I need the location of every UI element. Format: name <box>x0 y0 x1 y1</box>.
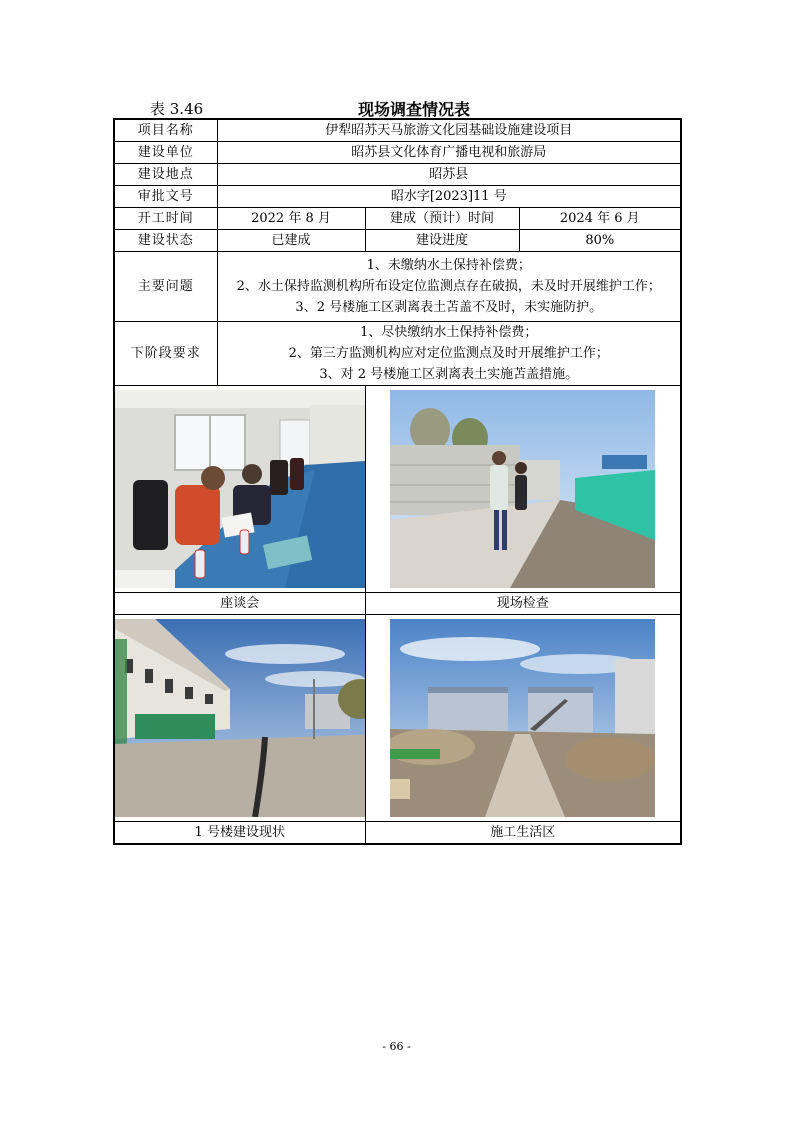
table-row <box>114 615 681 822</box>
table-row <box>114 822 681 845</box>
requirements-label: 下阶段要求 <box>114 322 217 386</box>
photo-cell <box>114 386 365 593</box>
completion-value: 2024 年 6 月 <box>519 208 681 230</box>
table-row <box>114 252 681 322</box>
meeting-photo <box>115 390 365 588</box>
table-row <box>114 186 681 208</box>
status-label: 建设状态 <box>114 230 217 252</box>
requirements-list <box>217 322 681 386</box>
completion-label: 建成（预计）时间 <box>365 208 519 230</box>
issue-item: 2、水土保持监测机构所布设定位监测点存在破损，未及时开展维护工作； <box>236 279 661 294</box>
issue-item: 1、未缴纳水土保持补偿费； <box>366 258 531 273</box>
approval-value: 昭水字[2023]11 号 <box>217 186 681 208</box>
photo-cell <box>114 615 365 822</box>
table-row <box>114 386 681 593</box>
project-name-value: 伊犁昭苏天马旅游文化园基础设施建设项目 <box>217 119 681 142</box>
building-photo <box>115 619 365 817</box>
photo-caption: 1 号楼建设现状 <box>114 822 365 845</box>
survey-table <box>113 118 682 845</box>
progress-label: 建设进度 <box>365 230 519 252</box>
issues-list <box>217 252 681 322</box>
table-row <box>114 142 681 164</box>
requirement-item: 2、第三方监测机构应对定位监测点及时开展维护工作； <box>288 346 609 361</box>
table-row <box>114 322 681 386</box>
table-title: 现场调查情况表 <box>358 100 471 119</box>
location-label: 建设地点 <box>114 164 217 186</box>
status-value: 已建成 <box>217 230 365 252</box>
table-row <box>114 208 681 230</box>
photo-cell <box>365 615 681 822</box>
page-number: - 66 - <box>382 1040 411 1053</box>
table-row <box>114 230 681 252</box>
issues-label: 主要问题 <box>114 252 217 322</box>
table-row <box>114 593 681 615</box>
unit-label: 建设单位 <box>114 142 217 164</box>
start-value: 2022 年 8 月 <box>217 208 365 230</box>
requirement-item: 3、对 2 号楼施工区剥离表土实施苫盖措施。 <box>319 367 579 382</box>
progress-value: 80% <box>519 230 681 252</box>
photo-caption: 现场检查 <box>365 593 681 615</box>
issue-item: 3、2 号楼施工区剥离表土苫盖不及时，未实施防护。 <box>295 300 603 315</box>
approval-label: 审批文号 <box>114 186 217 208</box>
photo-caption: 座谈会 <box>114 593 365 615</box>
photo-caption: 施工生活区 <box>365 822 681 845</box>
location-value: 昭苏县 <box>217 164 681 186</box>
start-label: 开工时间 <box>114 208 217 230</box>
requirement-item: 1、尽快缴纳水土保持补偿费； <box>360 325 538 340</box>
table-row <box>114 164 681 186</box>
table-number: 表 3.46 <box>150 100 204 118</box>
unit-value: 昭苏县文化体育广播电视和旅游局 <box>217 142 681 164</box>
living-area-photo <box>390 619 655 817</box>
inspection-photo <box>390 390 655 588</box>
photo-cell <box>365 386 681 593</box>
project-name-label: 项目名称 <box>114 119 217 142</box>
table-row <box>114 119 681 142</box>
